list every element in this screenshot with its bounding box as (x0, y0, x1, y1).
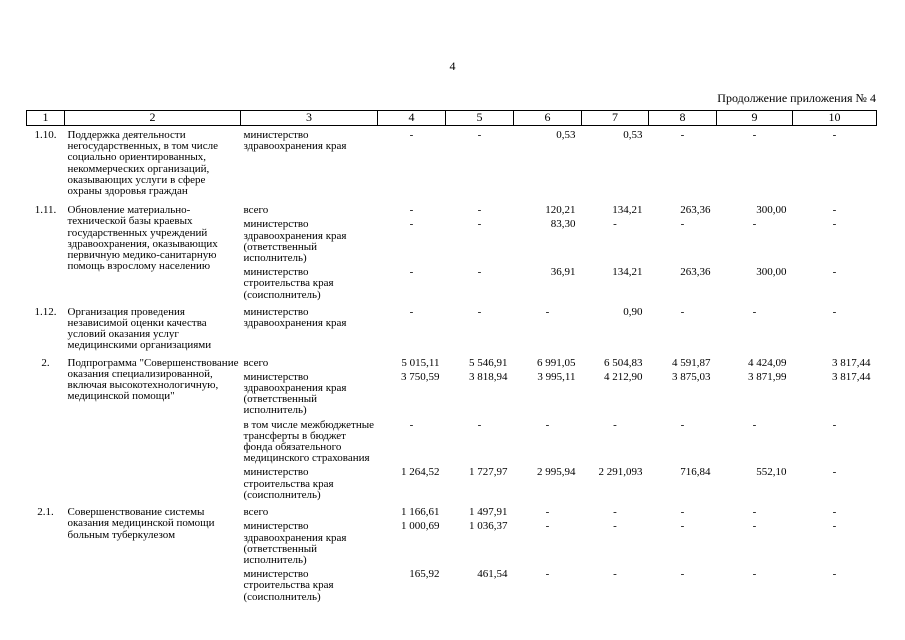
value-cell: - (680, 129, 685, 141)
value-cell: 300,00 (756, 204, 787, 217)
value-cell: 3 875,03 (672, 370, 711, 383)
col-header: 7 (582, 111, 649, 126)
executor: министерство здравоохранения края (243, 305, 347, 330)
value-cell: 4 212,90 (604, 370, 643, 383)
value-cell: - (752, 305, 757, 318)
value-cell: 263,36 (680, 204, 711, 217)
executor: министерство здравоохранения края (ответственный исполнитель) (243, 218, 347, 265)
row-number: 1.11. (34, 204, 57, 217)
value-cell: - (613, 520, 617, 533)
value-cell: 36,91 (550, 266, 576, 279)
row-description: Совершенствование системы оказания медицинской помощи больным туберкулезом (67, 506, 215, 541)
value-cell: - (477, 204, 482, 217)
value-cell: - (832, 204, 837, 217)
table-row (27, 197, 877, 216)
col-header: 8 (649, 111, 717, 126)
executor: всего (243, 356, 269, 369)
value-cell: - (680, 418, 685, 431)
value-cell: 2 291,093 (598, 466, 643, 479)
row-description: Организация проведения независимой оценки качества условий оказания услуг медицинскими организациями (67, 305, 212, 352)
value-cell: 1 000,69 (401, 520, 440, 533)
value-cell: 120,21 (545, 204, 576, 217)
value-cell: - (832, 266, 837, 279)
value-cell: - (545, 520, 550, 533)
value-cell: - (832, 129, 837, 141)
value-cell: - (613, 218, 617, 231)
value-cell: 716,84 (680, 466, 711, 479)
continuation-caption: Продолжение приложения № 4 (717, 91, 876, 105)
row-description: Обновление материально-технической базы краевых государственных учреждений здравоохранения, оказывающих первичную медико-санитарную помощь взрослому населению (67, 204, 218, 273)
value-cell: - (477, 129, 482, 141)
value-cell: - (752, 418, 757, 431)
executor: в том числе межбюджетные трансферты в бюджет фонда обязательного медицинского страхования (243, 418, 374, 465)
value-cell: 1 166,61 (401, 506, 440, 519)
col-header: 4 (378, 111, 446, 126)
value-cell: 4 591,87 (672, 356, 711, 369)
value-cell: - (832, 418, 837, 431)
value-cell: - (477, 418, 482, 431)
value-cell: 3 817,44 (832, 356, 871, 369)
value-cell: 3 750,59 (401, 370, 440, 383)
value-cell: 1 036,37 (469, 520, 508, 533)
executor: всего (243, 506, 269, 519)
executor: министерство здравоохранения края (ответственный исполнитель) (243, 370, 347, 417)
row-description: Поддержка деятельности негосударственных, в том числе социально ориентированных, некоммерческих организаций, оказывающих услуги в сфере охраны здоровья граждан (67, 129, 218, 198)
col-header: 6 (514, 111, 582, 126)
value-cell: - (613, 568, 617, 581)
value-cell: 1 264,52 (401, 466, 440, 479)
col-header: 2 (65, 111, 241, 126)
value-cell: 5 546,91 (469, 356, 508, 369)
value-cell: 6 991,05 (537, 356, 576, 369)
table-row (27, 126, 877, 198)
col-header: 10 (793, 111, 877, 126)
value-cell: - (752, 568, 757, 581)
value-cell: 134,21 (612, 266, 643, 279)
value-cell: - (409, 129, 414, 141)
value-cell: - (409, 266, 414, 279)
row-number: 1.10. (34, 129, 57, 141)
row-number: 2.1. (37, 506, 54, 519)
value-cell: - (545, 568, 550, 581)
value-cell: - (832, 466, 837, 479)
value-cell: - (680, 305, 685, 318)
value-cell: - (545, 305, 550, 318)
data-table (26, 110, 877, 603)
value-cell: - (680, 506, 685, 519)
value-cell: 3 818,94 (469, 370, 508, 383)
value-cell: 1 727,97 (469, 466, 508, 479)
value-cell: 165,92 (409, 568, 440, 581)
row-number: 2. (41, 356, 50, 369)
executor: всего (243, 204, 269, 217)
value-cell: - (545, 418, 550, 431)
value-cell: 83,30 (550, 218, 576, 231)
value-cell: 2 995,94 (537, 466, 576, 479)
executor: министерство здравоохранения края (ответственный исполнитель) (243, 520, 347, 566)
value-cell: 1 497,91 (469, 506, 508, 519)
row-number: 1.12. (34, 305, 57, 318)
value-cell: 552,10 (756, 466, 787, 479)
value-cell: - (409, 204, 414, 217)
value-cell: - (613, 506, 617, 519)
row-description: Подпрограмма "Совершенствование оказания специализированной, включая высокотехнологичную, медицинской помощи" (67, 356, 239, 403)
value-cell: - (409, 218, 414, 231)
value-cell: - (545, 506, 550, 519)
col-header: 3 (241, 111, 378, 126)
value-cell: 5 015,11 (401, 356, 440, 369)
value-cell: - (409, 418, 414, 431)
value-cell: - (477, 218, 482, 231)
table-row (27, 352, 877, 369)
value-cell: 263,36 (680, 266, 711, 279)
value-cell: - (752, 129, 757, 141)
executor: министерство строительства края (соисполнитель) (243, 266, 334, 301)
value-cell: - (477, 305, 482, 318)
value-cell: 3 871,99 (748, 370, 787, 383)
col-header: 5 (446, 111, 514, 126)
value-cell: - (680, 218, 685, 231)
table-row (27, 301, 877, 352)
value-cell: - (832, 218, 837, 231)
value-cell: - (752, 520, 757, 533)
value-cell: 0,53 (556, 129, 576, 141)
executor: министерство строительства края (соисполнитель) (243, 466, 334, 501)
table-row (27, 501, 877, 518)
col-header: 9 (717, 111, 793, 126)
value-cell: 3 817,44 (832, 370, 871, 383)
value-cell: 3 995,11 (537, 370, 576, 383)
value-cell: - (752, 506, 757, 519)
executor: министерство строительства края (соисполнитель) (243, 568, 334, 603)
value-cell: - (477, 266, 482, 279)
value-cell: - (613, 418, 617, 431)
value-cell: - (680, 520, 685, 533)
value-cell: 4 424,09 (748, 356, 787, 369)
value-cell: - (832, 568, 837, 581)
executor: министерство здравоохранения края (243, 129, 347, 153)
value-cell: 0,90 (623, 305, 643, 318)
value-cell: 461,54 (477, 568, 508, 581)
value-cell: 300,00 (756, 266, 787, 279)
value-cell: - (752, 218, 757, 231)
value-cell: 134,21 (612, 204, 643, 217)
value-cell: - (680, 568, 685, 581)
col-header: 1 (27, 111, 65, 126)
value-cell: 6 504,83 (604, 356, 643, 369)
value-cell: 0,53 (623, 129, 643, 141)
value-cell: - (832, 506, 837, 519)
value-cell: - (832, 520, 837, 533)
value-cell: - (832, 305, 837, 318)
header-row (27, 111, 877, 126)
page-number: 4 (449, 59, 456, 73)
value-cell: - (409, 305, 414, 318)
